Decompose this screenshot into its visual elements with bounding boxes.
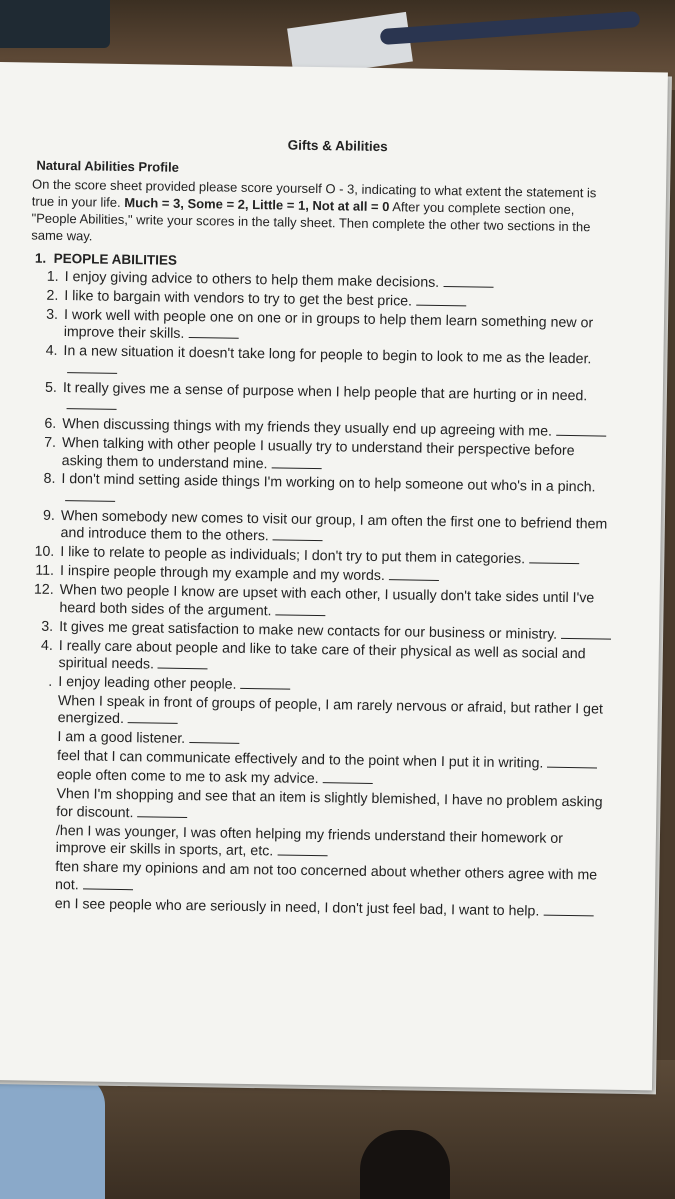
question-number [22, 822, 57, 858]
question-number [22, 785, 57, 821]
question-number: 7. [44, 434, 57, 451]
section-number: 1. [34, 250, 47, 266]
score-blank[interactable] [158, 658, 208, 670]
score-blank[interactable] [276, 604, 326, 616]
question-number: . [48, 673, 53, 690]
score-blank[interactable] [272, 457, 322, 469]
score-blank[interactable] [273, 530, 323, 542]
score-blank[interactable] [188, 327, 238, 339]
question-statement: I really care about people and like to take care of their physical as well as social and spiritual needs. [58, 637, 586, 673]
question-number [21, 858, 56, 894]
instructions-paragraph [31, 176, 622, 253]
background-jeans [0, 1075, 105, 1199]
score-blank[interactable] [543, 904, 593, 916]
question-statement: en I see people who are seriously in need, I don't just feel bad, I want to help. [54, 895, 540, 920]
scoring-scale: Much = 3, Some = 2, Little = 1, Not at all = 0 [124, 195, 390, 215]
question-number [21, 895, 55, 913]
question-number: 4. [40, 637, 53, 654]
score-blank[interactable] [83, 878, 133, 890]
question-statement: Vhen I'm shopping and see that an item is slightly blemished, I have no problem asking for discount. [56, 786, 603, 821]
question-statement: I work well with people one on one or in groups to help them learn something new or improve their skills. [63, 306, 594, 343]
question-statement: ften share my opinions and am not too concerned about whether others agree with me not. [54, 858, 598, 893]
question-number [23, 748, 57, 766]
question-number: 1. [46, 268, 59, 285]
question-statement: When I speak in front of groups of people, I am rarely nervous or afraid, but rather I get energized. [57, 692, 603, 728]
document-content [21, 133, 623, 924]
document-title: Gifts & Abilities [287, 137, 388, 155]
question-list [21, 268, 621, 922]
question-statement: It really gives me a sense of purpose when I help people that are hurting or in need. [62, 379, 588, 404]
score-blank[interactable] [240, 678, 290, 690]
background-book [0, 0, 110, 48]
score-blank[interactable] [277, 845, 327, 857]
question-number [24, 692, 59, 728]
question-number: 11. [35, 562, 55, 580]
question-statement: I enjoy giving advice to others to help them make decisions. [64, 268, 440, 291]
question-statement: eople often come to me to ask my advice. [56, 767, 319, 788]
score-blank[interactable] [67, 398, 117, 410]
question-statement: I inspire people through my example and my words. [59, 563, 386, 585]
question-number: 5. [44, 379, 58, 396]
question-statement: When somebody new comes to visit our group, I am often the first one to befriend them and introduce them to the others. [60, 507, 608, 545]
document-page [0, 62, 668, 1090]
question-number: 3. [46, 306, 59, 323]
score-blank[interactable] [556, 425, 606, 437]
question-number: 4. [45, 342, 58, 359]
question-statement: feel that I can communicate effectively and to the point when I put it in writing. [56, 748, 544, 772]
question-statement: I enjoy leading other people. [58, 673, 237, 693]
question-number: 3. [41, 618, 54, 635]
score-blank[interactable] [189, 732, 239, 744]
score-blank[interactable] [137, 806, 187, 818]
score-blank[interactable] [65, 490, 115, 502]
question-statement: When talking with other people I usually try to understand their perspective before asking them to understand mine. [61, 434, 575, 472]
question-number [23, 729, 57, 747]
score-blank[interactable] [389, 569, 439, 581]
question-number: 2. [46, 287, 59, 304]
score-blank[interactable] [323, 772, 373, 784]
score-blank[interactable] [561, 628, 611, 640]
score-blank[interactable] [416, 294, 466, 306]
section-title: PEOPLE ABILITIES [53, 251, 178, 268]
score-blank[interactable] [547, 757, 597, 769]
question-number: 9. [42, 507, 56, 524]
question-number: 6. [44, 415, 57, 432]
question-statement: It gives me great satisfaction to make new contacts for our business or ministry. [59, 618, 558, 643]
question-statement: In a new situation it doesn't take long for people to begin to look to me as the leader. [63, 343, 592, 368]
question-statement: When two people I know are upset with each other, I usually don't take sides until I've heard both sides of the argument. [59, 582, 595, 620]
score-blank[interactable] [529, 553, 579, 565]
question-number: 8. [43, 471, 56, 488]
question-statement: /hen I was younger, I was often helping my friends understand their homework or improve eir skills in sports, art, etc. [55, 822, 564, 860]
question-number: 12. [33, 581, 54, 599]
question-number [23, 767, 57, 785]
score-blank[interactable] [128, 713, 178, 725]
question-statement: When discussing things with my friends they usually end up agreeing with me. [62, 416, 553, 440]
score-blank[interactable] [67, 362, 117, 374]
instructions-text: On the score sheet provided please score yourself O - 3, indicating to what extent the statement is true in your life. [31, 176, 597, 211]
background-shoe [360, 1130, 450, 1199]
score-blank[interactable] [443, 276, 493, 288]
instructions-text-continued: After you complete section one, "People Abilities," write your scores in the tally sheet. Then complete the other two sections in the same way. [31, 199, 591, 244]
question-statement: I am a good listener. [57, 729, 186, 748]
question-statement: I like to bargain with vendors to try to get the best price. [64, 287, 413, 310]
question-statement: I like to relate to people as individuals; I don't try to put them in categories. [60, 544, 526, 568]
question-number: 10. [34, 543, 55, 561]
document-subtitle: Natural Abilities Profile [36, 157, 180, 175]
question-statement: I don't mind setting aside things I'm working on to help someone out who's in a pinch. [61, 471, 596, 496]
